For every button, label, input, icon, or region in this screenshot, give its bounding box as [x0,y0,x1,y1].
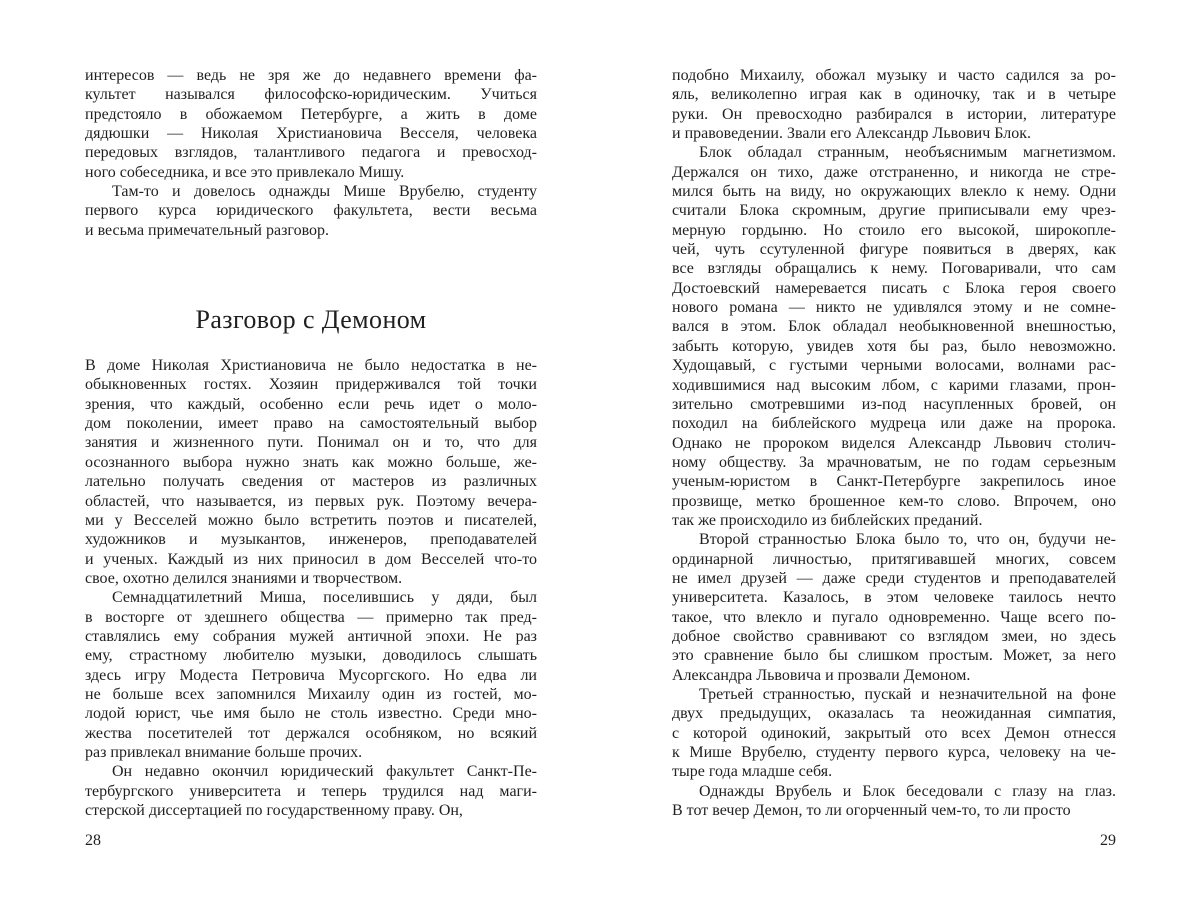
text-line: Однако не пророком виделся Александр Львович столич- [672,434,1116,452]
text-line: стерской диссертацией по государственному праву. Он, [85,802,463,819]
text-line: Второй странностью Блока было то, что он, будучи не- [699,531,1116,549]
text-line: мился быть на виду, но окружающих влекло к нему. Одни [672,183,1116,201]
text-line: обыкновенных гостях. Хозяин придерживался той точки [85,376,537,394]
text-line: все взгляды обращались к нему. Поговаривали, что сам [672,260,1116,278]
text-line: Там-то и довелось однажды Мише Врубелю, студенту [112,183,537,201]
paragraph [672,530,1116,685]
text-line: вался в этом. Блок обладал необыкновенной внешностью, [672,318,1116,336]
text-line: областей, что называется, из первых рук. Поэтому вечера- [85,492,537,510]
text-line: ходившимися над высоким лбом, с карими глазами, прон- [672,376,1116,394]
text-line: ординарной личностью, притягивавшей многих, совсем [672,550,1116,568]
text-line: ему, страстному любителю музыки, доводилось слышать [85,647,537,665]
text-line: первого курса юридического факультета, вести весьма [85,202,537,220]
paragraph [672,143,1116,530]
text-line: с которой одинокий, закрытый ото всех Демон отнесся [672,724,1116,742]
text-line: забыть которую, увидев хотя бы раз, было невозможно. [672,337,1116,355]
text-line: занятия и жизненного пути. Понимал он и то, что для [85,434,537,452]
text-line: жества посетителей тот держался особняком, но всякий [85,724,537,742]
text-line: и ученых. Каждый из них приносил в дом Весселей что-то [85,550,537,568]
text-line: дом поколении, имеет право на самостоятельный выбор [85,415,537,433]
text-line: Александра Львовича и прозвали Демоном. [672,666,971,684]
text-line: Он недавно окончил юридический факультет Санкт-Пе- [112,763,537,781]
text-line: В тот вечер Демон, то ли огорченный чем-то, то ли просто [672,802,1071,820]
text-line: ного собеседника, и все это привлекало Мишу. [85,163,405,181]
left-page-intro-text [85,66,537,240]
text-line: университета. Казалось, в этом человеке таилось нечто [672,589,1116,607]
text-line: Семнадцатилетний Миша, поселившись у дяди, был [112,589,537,607]
text-line: лательно получать сведения от мастеров из различных [85,473,537,491]
paragraph [672,685,1116,782]
paragraph [672,782,1116,821]
text-line: не имел друзей — даже среди студентов и преподавателей [672,569,1116,587]
text-line: тыре года младше себя. [672,763,833,781]
right-page-text [672,66,1116,820]
text-line: подобно Михаилу, обожал музыку и часто садился за ро- [672,67,1116,84]
text-line: раз привлекал внимание больше прочих. [85,743,363,761]
text-line: чей, чуть ссутуленной фигуре появиться в дверях, как [672,241,1116,259]
text-line: нового романа — никто не удивлялся этому и не сомне- [672,299,1116,317]
paragraph [85,182,537,240]
text-line: культет назывался философско-юридическим. Учиться [85,86,537,104]
text-line: зительно смотревшими из-под насупленных бровей, он [672,395,1116,413]
text-line: мерную гордыню. Но стоило его высокой, широкопле- [672,221,1116,239]
text-line: не больше всех запомнился Михаилу один из гостей, мо- [85,685,537,703]
text-line: так же происходило из библейских преданий. [672,511,983,529]
text-line: прозвище, метко брошенное кем-то слово. Впрочем, оно [672,492,1116,510]
text-line: лодой юрист, чье имя было не столь известно. Среди мно- [85,705,537,723]
text-line: В доме Николая Христиановича не было недостатка в не- [85,357,537,375]
text-line: Худощавый, с густыми черными волосами, волнами рас- [672,357,1116,375]
text-line: здесь игру Модеста Петровича Мусоргского. Но едва ли [85,666,537,684]
left-page-chapter-text [85,356,537,820]
text-line: дядюшки — Николая Христиановича Весселя, человека [85,125,537,143]
paragraph [85,588,537,762]
text-line: осознанного выбора нужно знать как можно больше, же- [85,453,537,471]
text-line: к Мише Врубелю, студенту первого курса, человеку на че- [672,744,1116,762]
text-line: зрения, что каждый, особенно если речь идет о моло- [85,395,537,413]
page-number-left: 28 [85,832,101,849]
text-line: передовых взглядов, талантливого педагога и превосход- [85,144,537,162]
text-line: тербургского университета и теперь трудился над маги- [85,782,537,800]
text-line: Блок обладал странным, необъяснимым магнетизмом. [699,144,1116,162]
left-page [85,66,537,820]
text-line: яль, великолепно играя как в одиночку, так и в четыре [672,86,1116,104]
text-line: ному обществу. За мрачноватым, не по годам серьезным [672,453,1116,471]
text-line: и правоведении. Звали его Александр Львович Блок. [672,125,1031,143]
text-line: двух предыдущих, оказалась та неожиданная симпатия, [672,705,1116,723]
text-line: свое, охотно делился знаниями и творчеством. [85,569,403,587]
text-line: ставлялись ему собрания мужей античной эпохи. Не раз [85,627,537,645]
text-line: добное свойство сравнивают со взглядом змеи, но здесь [672,627,1116,645]
paragraph [85,66,537,182]
page-number-right: 29 [1100,832,1116,849]
text-line: интересов — ведь не зря же до недавнего времени фа- [85,67,537,84]
paragraph [85,356,537,588]
text-line: Однажды Врубель и Блок беседовали с глазу на глаз. [699,782,1116,800]
text-line: Достоевский намеревается писать с Блока героя своего [672,279,1116,297]
paragraph [672,66,1116,143]
text-line: Держался он тихо, даже отстраненно, и никогда не стре- [672,163,1116,181]
right-page [672,66,1116,820]
text-line: и весьма примечательный разговор. [85,221,330,239]
text-line: ми у Весселей можно было встретить поэтов и писателей, [85,511,537,529]
text-line: ученым-юристом в Санкт-Петербурге закрепилось иное [672,473,1116,491]
text-line: предстояло в обожаемом Петербурге, а жить в доме [85,105,537,123]
text-line: походил на библейского мудреца или даже на пророка. [672,415,1116,433]
chapter-heading: Разговор с Демоном [195,305,427,335]
text-line: Третьей странностью, пускай и незначительной на фоне [699,686,1116,703]
text-line: это сравнение было бы слишком простым. Может, за него [672,647,1116,665]
text-line: считали Блока скромным, другие приписывали ему чрез- [672,202,1116,220]
paragraph [85,762,537,820]
text-line: руки. Он превосходно разбирался в истории, литературе [672,105,1116,123]
text-line: в восторге от здешнего общества — примерно так пред- [85,608,537,626]
text-line: художников и музыкантов, инженеров, преподавателей [85,531,537,549]
text-line: такое, что влекло и пугало одновременно. Чаще всего по- [672,608,1116,626]
